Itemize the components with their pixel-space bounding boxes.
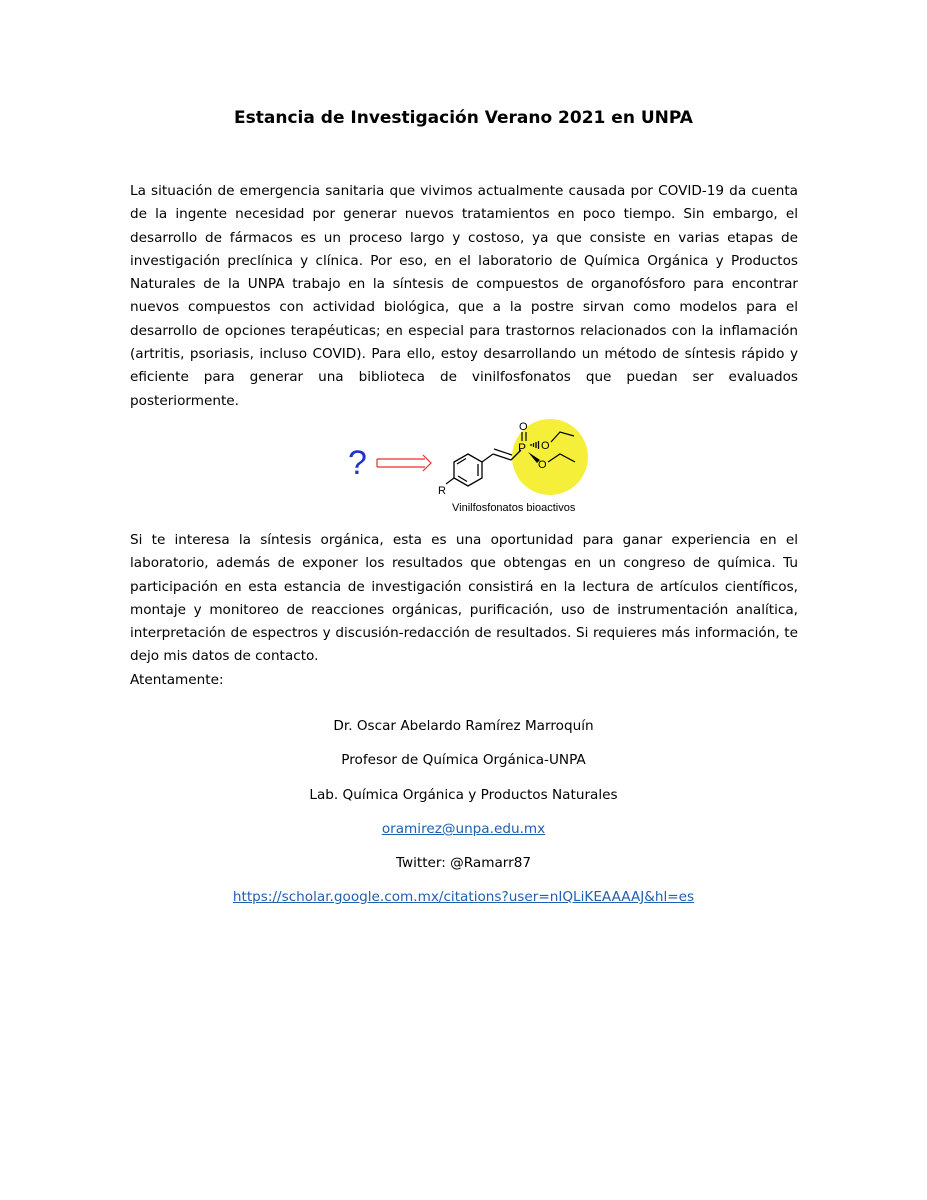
closing-text: Atentamente: — [130, 671, 224, 688]
email-link[interactable]: oramirez@unpa.edu.mx — [381, 821, 546, 837]
scholar-link[interactable]: https://scholar.google.com.mx/citations?user=nIQLiKEAAAAJ&hl=es — [232, 889, 695, 905]
question-mark: ? — [348, 444, 367, 482]
email-row — [0, 821, 927, 837]
intro-paragraph: La situación de emergencia sanitaria que vivimos actualmente causada por COVID-19 da cuenta de la ingente necesidad por generar nuevos tratamientos en poco tiempo. Sin embargo, el desarrollo de fármacos es un proceso largo y costoso, ya que consiste en varias etapas de investigación preclínica y clínica. Por eso, en el laboratorio de Química Orgánica y Productos Naturales de la UNPA trabajo en la síntesis de compuestos de organofósforo para encontrar nuevos compuestos con actividad biológica, que a la postre sirvan como modelos para el desarrollo de opciones terapéuticas; en especial para trastornos relacionados con la inflamación (artritis, psoriasis, incluso COVID). Para ello, estoy desarrollando un método de síntesis rápido y eficiente para generar una biblioteca de vinilfosfonatos que puedan ser evaluados posteriormente. — [130, 183, 798, 409]
opportunity-paragraph — [130, 529, 798, 692]
scheme-caption: Vinilfosfonatos bioactivos — [452, 502, 576, 514]
benzene-ring — [454, 454, 482, 486]
atom-o-mid: O — [541, 440, 550, 452]
signature-position: Profesor de Química Orgánica-UNPA — [341, 752, 586, 768]
signature-lab: Lab. Química Orgánica y Productos Naturales — [309, 787, 618, 803]
opportunity-text: Si te interesa la síntesis orgánica, esta es una oportunidad para ganar experiencia en el laboratorio, además de exponer los resultados que obtengas en un congreso de química. Tu participación en esta estancia de investigación consistirá en la lectura de artículos científicos, montaje y monitoreo de reacciones orgánicas, purificación, uso de instrumentación analítica, interpretación de espectros y discusión-redacción de resultados. Si requieres más información, te dejo mis datos de contacto. — [130, 532, 798, 665]
twitter-handle: Twitter: @Ramarr87 — [395, 855, 532, 871]
atom-p: P — [518, 441, 527, 455]
document-title: Estancia de Investigación Verano 2021 en UNPA — [234, 108, 693, 128]
atom-o-top: O — [519, 421, 528, 433]
reaction-scheme — [330, 412, 630, 522]
signature-name: Dr. Oscar Abelardo Ramírez Marroquín — [333, 718, 594, 734]
atom-r: R — [438, 485, 446, 497]
scholar-row — [0, 889, 927, 905]
atom-o-bottom: O — [538, 459, 547, 471]
retrosynthesis-arrow-icon — [377, 455, 431, 471]
r-bond — [446, 478, 454, 484]
